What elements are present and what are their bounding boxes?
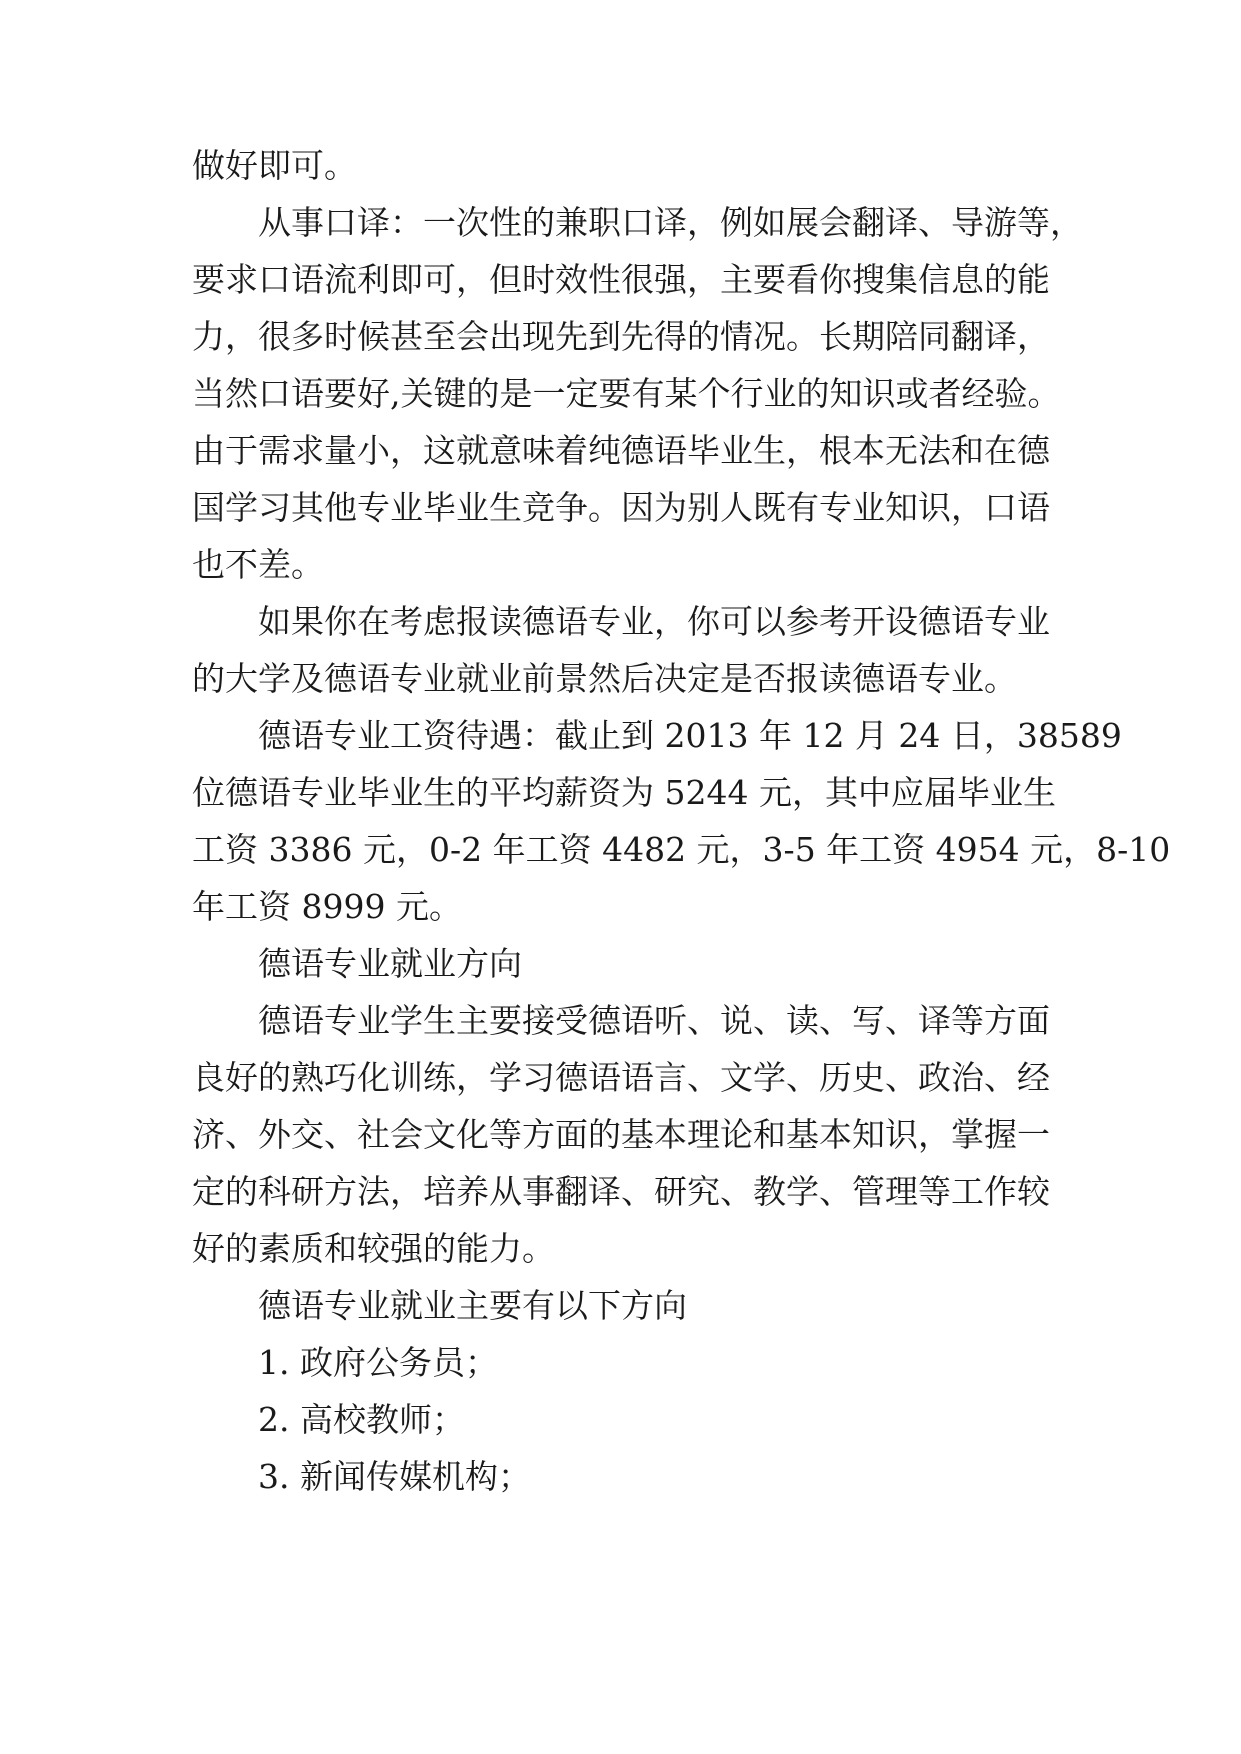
list-item: 1. 政府公务员； — [258, 1343, 498, 1382]
text-line: 由于需求量小，这就意味着纯德语毕业生，根本无法和在德 — [192, 431, 1050, 470]
text-line: 如果你在考虑报读德语专业，你可以参考开设德语专业 — [258, 602, 1050, 641]
text-line: 年工资 8999 元。 — [192, 887, 462, 926]
text-line: 定的科研方法，培养从事翻译、研究、教学、管理等工作较 — [192, 1172, 1050, 1211]
text-line: 济、外交、社会文化等方面的基本理论和基本知识，掌握一 — [192, 1115, 1050, 1154]
section-heading: 德语专业就业主要有以下方向 — [258, 1286, 687, 1325]
text-line: 工资 3386 元，0-2 年工资 4482 元，3-5 年工资 4954 元，8-10 — [192, 830, 1171, 869]
list-item: 2. 高校教师； — [258, 1400, 465, 1439]
list-item: 3. 新闻传媒机构； — [258, 1457, 531, 1496]
text-line: 的大学及德语专业就业前景然后决定是否报读德语专业。 — [192, 659, 1017, 698]
text-line: 当然口语要好,关键的是一定要有某个行业的知识或者经验。 — [192, 374, 1061, 413]
text-line: 国学习其他专业毕业生竞争。因为别人既有专业知识，口语 — [192, 488, 1050, 527]
text-line: 位德语专业毕业生的平均薪资为 5244 元，其中应届毕业生 — [192, 773, 1056, 812]
text-line: 德语专业工资待遇：截止到 2013 年 12 月 24 日，38589 — [258, 716, 1122, 755]
text-line: 也不差。 — [192, 545, 324, 584]
text-line: 德语专业学生主要接受德语听、说、读、写、译等方面 — [258, 1001, 1050, 1040]
text-line: 好的素质和较强的能力。 — [192, 1229, 555, 1268]
text-line: 力，很多时候甚至会出现先到先得的情况。长期陪同翻译， — [192, 317, 1050, 356]
text-line: 要求口语流利即可，但时效性很强，主要看你搜集信息的能 — [192, 260, 1050, 299]
text-line: 良好的熟巧化训练，学习德语语言、文学、历史、政治、经 — [192, 1058, 1050, 1097]
text-line: 从事口译：一次性的兼职口译，例如展会翻译、导游等， — [258, 203, 1083, 242]
section-heading: 德语专业就业方向 — [258, 944, 522, 983]
text-line: 做好即可。 — [192, 146, 357, 185]
